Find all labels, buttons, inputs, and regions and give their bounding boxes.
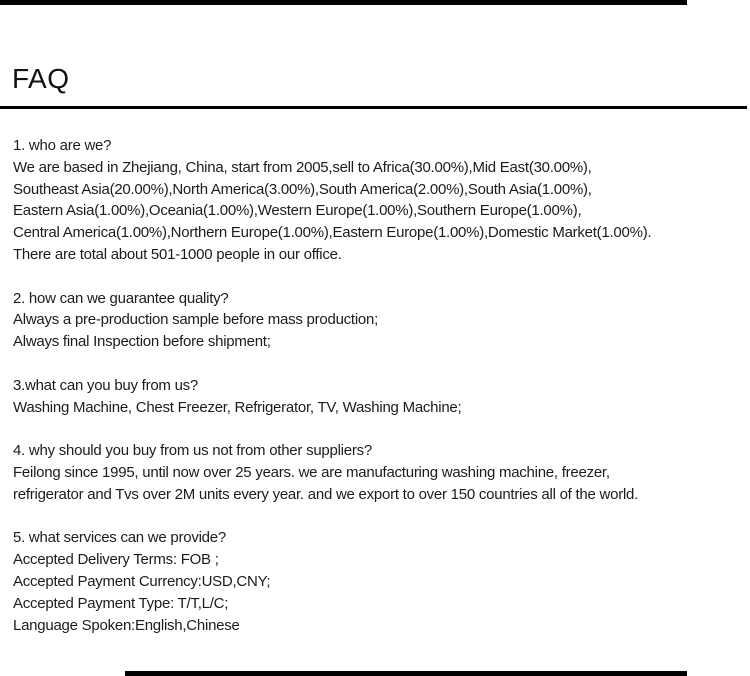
faq-answer-line: Always final Inspection before shipment; xyxy=(13,333,271,351)
title-underline xyxy=(0,106,747,109)
faq-list xyxy=(13,135,743,636)
faq-question: 3.what can you buy from us? xyxy=(13,376,199,394)
faq-question: 4. why should you buy from us not from other suppliers? xyxy=(13,442,372,460)
faq-answer-line: Accepted Delivery Terms: FOB ; xyxy=(13,551,219,569)
faq-answer-line: refrigerator and Tvs over 2M units every year. and we export to over 150 countries all of the world. xyxy=(13,485,639,503)
faq-answer-line: Feilong since 1995, until now over 25 years. we are manufacturing washing machine, freezer, xyxy=(13,463,610,481)
page-title: FAQ xyxy=(12,63,70,94)
faq-section xyxy=(13,135,743,266)
faq-answer-line: Accepted Payment Currency:USD,CNY; xyxy=(13,572,271,590)
faq-answer-line: Language Spoken:English,Chinese xyxy=(13,616,240,634)
top-section-divider xyxy=(0,0,687,5)
faq-question: 1. who are we? xyxy=(13,137,112,154)
faq-answer-line: Always a pre-production sample before mass production; xyxy=(13,311,379,329)
faq-answer-line: We are based in Zhejiang, China, start from 2005,sell to Africa(30.00%),Mid East(30.00%), xyxy=(13,158,592,176)
faq-answer-line: Central America(1.00%),Northern Europe(1.00%),Eastern Europe(1.00%),Domestic Market(1.00%). xyxy=(13,224,652,242)
faq-answer-line: Eastern Asia(1.00%),Oceania(1.00%),Western Europe(1.00%),Southern Europe(1.00%), xyxy=(13,202,582,220)
faq-question: 2. how can we guarantee quality? xyxy=(13,289,229,307)
faq-answer-line: Accepted Payment Type: T/T,L/C; xyxy=(13,594,229,612)
faq-answer-line: Washing Machine, Chest Freezer, Refrigerator, TV, Washing Machine; xyxy=(13,398,462,416)
faq-section xyxy=(13,527,743,636)
faq-answer-line: There are total about 501-1000 people in our office. xyxy=(13,245,342,263)
faq-answer-line: Southeast Asia(20.00%),North America(3.00%),South America(2.00%),South Asia(1.00%), xyxy=(13,180,592,198)
faq-section xyxy=(13,440,743,505)
faq-section xyxy=(13,375,743,419)
bottom-section-divider xyxy=(125,671,687,676)
faq-section xyxy=(13,288,743,353)
faq-question: 5. what services can we provide? xyxy=(13,529,226,547)
